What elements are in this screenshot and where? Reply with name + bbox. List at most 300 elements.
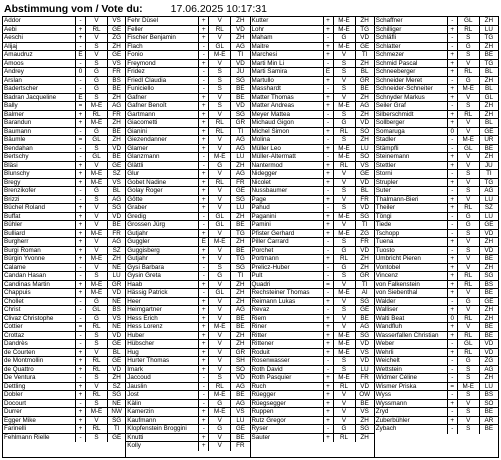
party-code: RL <box>458 315 480 323</box>
member-name: Ryser <box>251 425 324 433</box>
canton-code: ZH <box>484 306 494 313</box>
party-code: S <box>458 366 480 374</box>
party-code: RL <box>86 26 108 34</box>
member-name: Schnyder Markus <box>375 94 448 102</box>
canton-code: BS <box>484 280 494 288</box>
party-code: GL <box>209 213 231 221</box>
table-row <box>3 128 125 137</box>
canton-code: TI <box>237 272 244 279</box>
canton-code: BS <box>112 76 121 84</box>
vote-value: + <box>76 425 86 433</box>
member-name: Steinemann <box>375 153 448 161</box>
member-name: Martullo <box>251 77 324 85</box>
member-name: Roduit <box>251 349 324 357</box>
canton-code: BE <box>484 144 494 152</box>
table-row <box>375 306 498 315</box>
canton-code: ZH <box>484 17 494 24</box>
canton-code: SG <box>112 416 122 424</box>
canton-code: BL <box>485 119 493 126</box>
canton-code: BE <box>112 153 121 160</box>
canton-code: BE <box>484 51 494 58</box>
canton-code: ZH <box>360 136 369 143</box>
canton-code: BE <box>112 85 121 92</box>
canton-code: ZH <box>360 110 369 118</box>
table-row <box>375 264 498 273</box>
party-code: S <box>334 68 356 76</box>
table-row <box>3 349 125 358</box>
party-code: V <box>86 204 108 212</box>
member-name: Farinelli <box>3 425 76 433</box>
canton-code: FR <box>236 178 245 186</box>
party-code: V <box>209 60 231 68</box>
member-name: Matter Thomas <box>251 94 324 102</box>
vote-value: + <box>199 281 209 289</box>
vote-value: - <box>76 400 86 408</box>
party-code: S <box>458 51 480 59</box>
table-row <box>3 196 125 205</box>
canton-code: FR <box>360 238 369 245</box>
party-code: G <box>86 68 108 76</box>
vote-value: - <box>324 366 334 374</box>
table-row <box>375 230 498 239</box>
party-code: S <box>334 85 356 93</box>
party-code: V <box>86 383 108 391</box>
member-name: Tuena <box>375 238 448 246</box>
canton-code: ZH <box>236 161 245 169</box>
table-row <box>126 255 249 264</box>
canton-code: AG <box>235 42 245 50</box>
member-name: Molina <box>251 136 324 144</box>
member-name: Pult <box>251 272 324 280</box>
canton-code: BL <box>112 187 121 194</box>
party-code: S <box>458 425 480 434</box>
canton-code: ZH <box>484 238 494 245</box>
party-code: S <box>86 272 108 280</box>
party-code: S <box>86 196 108 204</box>
canton-code: SG <box>112 391 122 398</box>
canton-code: GE <box>360 170 370 177</box>
canton-code: TG <box>484 34 494 41</box>
table-row <box>251 374 374 383</box>
table-row <box>3 153 125 162</box>
vote-value: - <box>199 391 209 399</box>
vote-value: - <box>448 170 458 178</box>
party-code: V <box>334 77 356 85</box>
party-code: G <box>334 247 356 255</box>
table-row <box>126 34 249 43</box>
member-name: Calame <box>3 264 76 272</box>
table-row <box>375 417 498 426</box>
table-row <box>251 153 374 162</box>
member-name: Fehlmann Rielle <box>3 434 76 443</box>
party-code: V <box>209 434 231 442</box>
member-name: Gianini <box>126 128 199 136</box>
party-code: S <box>86 60 108 68</box>
vote-value: + <box>76 111 86 119</box>
party-code: V <box>86 162 108 170</box>
member-name: Crottaz <box>3 332 76 340</box>
party-code: RL <box>86 323 108 331</box>
table-row <box>375 170 498 179</box>
canton-code: BL <box>485 85 493 92</box>
member-name: Weber <box>375 340 448 348</box>
vote-value: + <box>76 162 86 170</box>
canton-code: FR <box>360 195 369 203</box>
table-row <box>375 77 498 86</box>
party-code: S <box>458 408 480 416</box>
table-row <box>375 34 498 43</box>
member-name: Stadler <box>375 136 448 144</box>
vote-value: + <box>199 408 209 416</box>
canton-code: ZH <box>236 331 245 339</box>
member-name: Tschopp <box>375 230 448 238</box>
table-row <box>126 17 249 26</box>
party-code: V <box>458 417 480 425</box>
canton-code: JU <box>236 68 245 75</box>
canton-code: TG <box>360 25 369 33</box>
vote-value: + <box>199 349 209 357</box>
vote-value: + <box>324 417 334 425</box>
table-row <box>375 51 498 60</box>
vote-value: - <box>448 247 458 255</box>
member-name: Gysin Greta <box>126 272 199 280</box>
vote-column <box>251 16 375 458</box>
party-code: RL <box>458 272 480 280</box>
canton-code: GR <box>111 280 122 288</box>
table-row <box>126 264 249 273</box>
vote-value: + <box>199 247 209 255</box>
table-row <box>3 43 125 52</box>
table-row <box>251 332 374 341</box>
party-code: S <box>86 340 108 348</box>
member-name: Marchesi <box>251 51 324 59</box>
vote-value: - <box>448 357 458 365</box>
canton-code: TI <box>113 425 120 432</box>
party-code: RL <box>209 179 231 187</box>
canton-code: ZH <box>484 76 494 84</box>
party-code: RL <box>334 383 356 391</box>
party-code: RL <box>209 119 231 127</box>
party-code: G <box>458 213 480 221</box>
member-name: Brenzikofer <box>3 187 76 195</box>
canton-code: SG <box>112 204 122 211</box>
party-code: V <box>458 400 480 408</box>
canton-code: ZH <box>484 314 494 322</box>
canton-code: SZ <box>112 170 121 177</box>
table-row <box>3 204 125 213</box>
table-row <box>375 204 498 213</box>
table-row <box>126 366 249 375</box>
canton-code: LU <box>360 365 369 373</box>
vote-value: = <box>324 281 334 289</box>
party-code: G <box>209 400 231 408</box>
party-code: V <box>334 298 356 306</box>
vote-value: - <box>199 153 209 161</box>
member-name: Silberschmidt <box>375 111 448 119</box>
table-row <box>375 289 498 298</box>
canton-code: ZH <box>484 110 494 118</box>
table-row <box>375 179 498 188</box>
vote-value: + <box>199 187 209 195</box>
vote-value: - <box>199 289 209 297</box>
vote-value: - <box>448 145 458 153</box>
vote-value: + <box>324 145 334 153</box>
table-row <box>3 340 125 349</box>
vote-value: - <box>448 340 458 348</box>
vote-value: + <box>199 179 209 187</box>
member-name: de Montmollin <box>3 357 76 365</box>
canton-code: LU <box>236 416 245 424</box>
canton-code: VD <box>360 382 369 390</box>
vote-value: - <box>199 383 209 391</box>
party-code: S <box>209 85 231 93</box>
canton-code: ZH <box>360 416 369 424</box>
canton-code: TI <box>237 51 244 58</box>
vote-value: + <box>199 94 209 102</box>
party-code: M-E <box>86 408 108 416</box>
member-name: Schmezer <box>375 51 448 59</box>
vote-value: + <box>324 77 334 85</box>
table-row <box>126 230 249 239</box>
canton-code: GR <box>359 272 370 279</box>
table-row <box>126 298 249 307</box>
party-code: V <box>209 255 231 263</box>
table-row <box>126 196 249 205</box>
party-code: V <box>458 60 480 68</box>
canton-code: AG <box>235 399 245 407</box>
member-name: Müller Leo <box>251 145 324 153</box>
vote-value: + <box>324 221 334 229</box>
vote-value: - <box>199 43 209 51</box>
party-code: S <box>334 357 356 365</box>
canton-code: TI <box>361 51 368 58</box>
table-row <box>375 26 498 35</box>
member-name: Quadri <box>251 281 324 289</box>
vote-value: + <box>324 94 334 102</box>
member-name: Reimann Lukas <box>251 298 324 306</box>
party-code: S <box>86 434 108 443</box>
member-name: Jaccoud <box>126 374 199 382</box>
table-row <box>126 340 249 349</box>
table-row <box>3 136 125 145</box>
canton-code: LU <box>484 382 493 390</box>
party-code: M-E <box>334 332 356 340</box>
member-name: Durrer <box>3 408 76 416</box>
vote-value: + <box>199 442 209 451</box>
member-name: Marti Samira <box>251 68 324 76</box>
canton-code: SH <box>236 357 245 364</box>
canton-code: AG <box>484 365 494 373</box>
member-name: Funiciello <box>126 85 199 93</box>
party-code: S <box>209 77 231 85</box>
vote-value: + <box>199 119 209 127</box>
member-name: Thalmann-Bieri <box>375 196 448 204</box>
party-code: M-E <box>209 238 231 246</box>
vote-value: + <box>199 366 209 374</box>
canton-code: VD <box>112 289 121 296</box>
vote-value: + <box>448 264 458 272</box>
vote-value: + <box>199 136 209 144</box>
vote-value: + <box>199 170 209 178</box>
table-row <box>126 425 249 434</box>
member-name: Nussbaumer <box>251 187 324 195</box>
canton-code: VD <box>112 365 121 373</box>
member-name: Amaudruz <box>3 51 76 59</box>
member-name: Jost <box>126 391 199 399</box>
member-name: Pamini <box>251 221 324 229</box>
member-name: Gredig <box>126 213 199 221</box>
table-row <box>3 68 125 77</box>
party-code: G <box>209 425 231 433</box>
table-row <box>375 119 498 128</box>
member-name: Hübscher <box>126 340 199 348</box>
table-row <box>251 136 374 145</box>
party-code: GL <box>86 136 108 144</box>
party-code: V <box>209 442 231 451</box>
member-name: Ritter <box>251 332 324 340</box>
vote-value: - <box>76 332 86 340</box>
party-code: M-E <box>334 17 356 25</box>
table-row <box>251 196 374 205</box>
vote-value: - <box>199 272 209 280</box>
member-name: Candan Hasan <box>3 272 76 280</box>
party-code: G <box>209 272 231 280</box>
vote-value: + <box>324 332 334 340</box>
table-row <box>3 289 125 298</box>
vote-value: + <box>199 26 209 34</box>
member-name: Feller <box>126 26 199 34</box>
member-name: Rittener <box>251 340 324 348</box>
party-code: V <box>458 119 480 127</box>
party-code: G <box>86 77 108 85</box>
table-row <box>375 213 498 222</box>
canton-code: BE <box>112 127 121 135</box>
table-row <box>251 187 374 196</box>
member-name: Nicolet <box>251 179 324 187</box>
table-row <box>375 408 498 417</box>
vote-value: - <box>199 400 209 408</box>
table-row <box>251 85 374 94</box>
table-row <box>126 170 249 179</box>
member-name: Ruppen <box>251 408 324 416</box>
member-name: Büchel Roland <box>3 204 76 212</box>
party-code: V <box>209 196 231 204</box>
table-row <box>251 306 374 315</box>
member-name: Glanzmann <box>126 153 199 161</box>
party-code: G <box>334 34 356 42</box>
vote-value: + <box>448 60 458 68</box>
table-row <box>3 187 125 196</box>
canton-code: BE <box>236 85 245 92</box>
party-code: S <box>334 204 356 212</box>
vote-value: + <box>199 255 209 263</box>
vote-value: - <box>448 43 458 51</box>
table-row <box>375 128 498 137</box>
vote-value: + <box>199 306 209 314</box>
member-name: Schilliger <box>375 26 448 34</box>
member-name: Sollberger <box>375 119 448 127</box>
member-name: Schneider-Schneiter <box>375 85 448 93</box>
member-name: Amoos <box>3 60 76 68</box>
table-row <box>251 51 374 60</box>
vote-column <box>2 16 126 458</box>
canton-code: VS <box>112 17 121 24</box>
canton-code: ZH <box>360 59 369 67</box>
canton-code: AG <box>235 306 245 313</box>
canton-code: VD <box>236 59 245 67</box>
canton-code: ZH <box>236 212 245 220</box>
vote-value: - <box>324 247 334 255</box>
vote-value: 0 <box>448 128 458 136</box>
table-row <box>3 102 125 111</box>
canton-code: GE <box>235 425 245 432</box>
member-name: Masshardt <box>251 85 324 93</box>
member-name: Götte <box>126 196 199 204</box>
vote-value: + <box>448 349 458 357</box>
canton-code: BE <box>360 85 369 92</box>
canton-code: VD <box>236 25 245 33</box>
vote-value: - <box>199 85 209 93</box>
canton-code: FR <box>360 374 369 381</box>
vote-value: - <box>324 111 334 119</box>
party-code: S <box>334 187 356 195</box>
vote-value: + <box>199 196 209 204</box>
member-name: Rutz Gregor <box>251 417 324 425</box>
member-name: Rüegsegger <box>251 400 324 408</box>
canton-code: FR <box>236 442 245 449</box>
member-name: Dettling <box>3 383 76 391</box>
member-name: Lohr <box>251 26 324 34</box>
canton-code: GE <box>112 340 122 347</box>
table-row <box>251 162 374 171</box>
vote-value: - <box>324 425 334 433</box>
member-name: Clivaz Christophe <box>3 315 76 323</box>
party-code: G <box>458 298 480 306</box>
table-row <box>375 221 498 230</box>
member-name: Bally <box>3 102 76 110</box>
party-code: V <box>334 221 356 229</box>
table-row <box>375 298 498 307</box>
vote-value: - <box>76 187 86 195</box>
canton-code: TI <box>361 221 368 228</box>
vote-value: + <box>324 400 334 408</box>
vote-value: + <box>199 111 209 119</box>
canton-code: AG <box>235 136 245 143</box>
vote-value: E <box>199 238 209 246</box>
vote-value: - <box>76 434 86 443</box>
party-code: S <box>209 68 231 76</box>
canton-code: GR <box>235 348 246 356</box>
canton-code: SG <box>360 297 370 305</box>
member-name: Töngi <box>375 213 448 221</box>
canton-code: GE <box>112 357 122 364</box>
table-row <box>126 349 249 358</box>
table-row <box>251 60 374 69</box>
party-code: G <box>209 162 231 170</box>
vote-value: + <box>76 408 86 416</box>
vote-value: + <box>324 434 334 443</box>
member-name: Chollet <box>3 298 76 306</box>
table-row <box>126 391 249 400</box>
canton-code: VS <box>360 161 369 169</box>
member-name: Matter Andreas <box>251 102 324 110</box>
party-code: M-E <box>334 374 356 382</box>
vote-value: + <box>199 323 209 331</box>
table-row <box>3 332 125 341</box>
party-code: V <box>209 204 231 212</box>
vote-value: - <box>76 264 86 272</box>
member-name: Schneider Meret <box>375 77 448 85</box>
